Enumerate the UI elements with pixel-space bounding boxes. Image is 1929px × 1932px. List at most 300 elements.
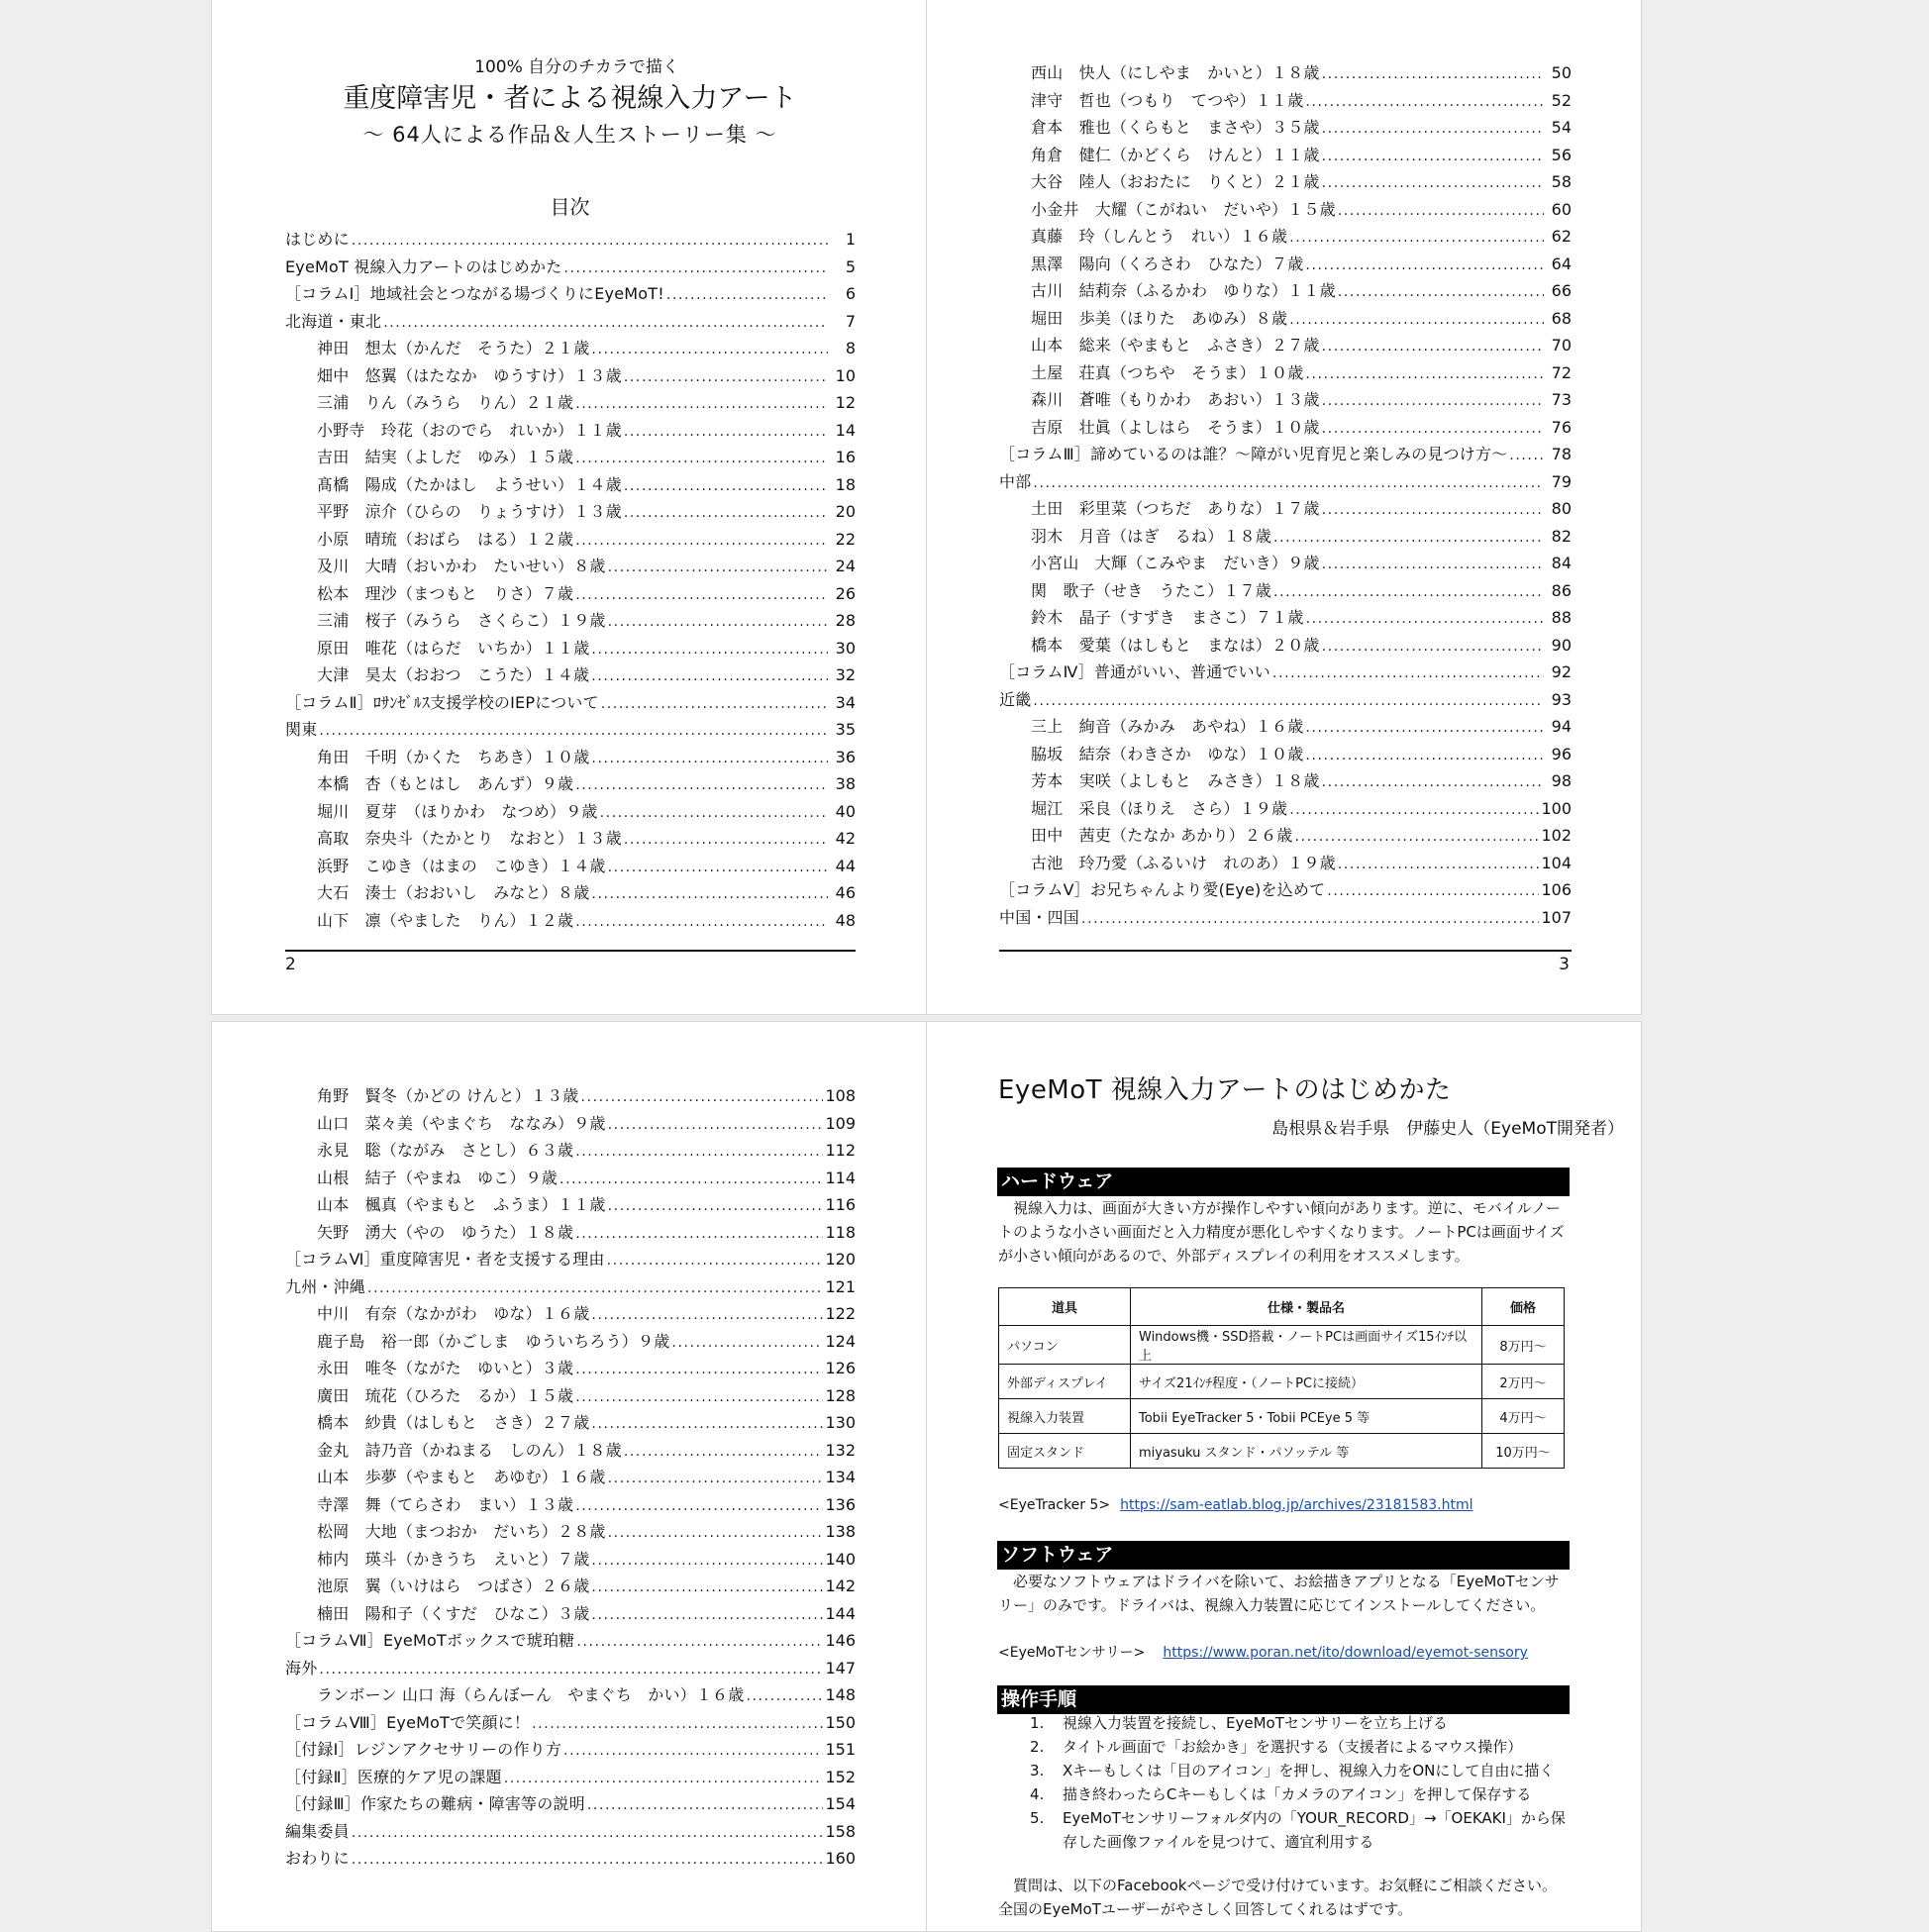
toc-entry-label: ［付録Ⅰ］レジンアクセサリーの作り方 — [285, 1740, 562, 1759]
toc-entry — [999, 441, 1572, 468]
toc-entry — [999, 795, 1572, 823]
toc-entry — [285, 635, 856, 662]
link-label: <EyeMoTセンサリー> — [998, 1645, 1146, 1661]
toc-leader-dots — [575, 772, 828, 800]
toc-entry-label: 編集委員 — [285, 1821, 350, 1841]
toc-entry-page: 66 — [1551, 281, 1572, 300]
toc-entry-label: おわりに — [285, 1849, 350, 1868]
toc-leader-dots — [746, 1683, 823, 1711]
toc-entry — [999, 414, 1572, 442]
toc-entry — [285, 825, 856, 853]
toc-leader-dots — [1322, 116, 1544, 144]
toc-leader-dots — [576, 1629, 823, 1657]
toc-entry-page: 128 — [825, 1385, 856, 1405]
toc-entry — [285, 879, 856, 907]
toc-entry — [999, 168, 1572, 196]
toc-entry-label: 西山 快人（にしやま かいと）１８歳 — [1031, 63, 1320, 82]
toc-entry — [285, 907, 856, 935]
toc-entry-page: 160 — [825, 1849, 856, 1868]
toc-entry-label: 大谷 陸人（おおたに りくと）２１歳 — [1031, 172, 1320, 191]
toc-entry-label: 角野 賢冬（かどの けんと）１３歳 — [317, 1086, 579, 1105]
toc-entry-page: 42 — [835, 829, 856, 848]
toc-leader-dots — [624, 827, 828, 855]
toc-entry-page: 132 — [825, 1440, 856, 1460]
toc-entry-label: 山根 結子（やまね ゆこ）９歳 — [317, 1168, 558, 1187]
toc-entry-label: ［コラムⅥ］重度障害児・者を支援する理由 — [285, 1250, 605, 1269]
toc-entry — [999, 713, 1572, 741]
section-heading-hardware: ハードウェア — [997, 1168, 1570, 1196]
toc-entry-page: 26 — [835, 583, 856, 603]
toc-entry-page: 158 — [825, 1821, 856, 1841]
book-subtitle: ～ 64人による作品＆人生ストーリー集 ～ — [362, 123, 777, 147]
toc-entry-page: 146 — [825, 1631, 856, 1650]
toc-list — [285, 1082, 856, 1873]
hardware-paragraph: 視線入力は、画面が大きい方が操作しやすい傾向があります。逆に、モバイルノートのような小さい画面だと入力精度が悪化しやすくなります。ノートPCは画面サイズが小さい傾向があるので、外部ディスプレイの利用をオススメします。 — [998, 1199, 1565, 1265]
toc-entry-label: 橋本 紗貴（はしもと さき）２７歳 — [317, 1413, 590, 1432]
toc-entry — [999, 767, 1572, 795]
toc-entry-label: 柿内 瑛斗（かきうち えいと）７歳 — [317, 1549, 590, 1569]
toc-leader-dots — [1305, 361, 1544, 389]
toc-entry — [285, 335, 856, 362]
toc-entry-page: 94 — [1551, 717, 1572, 736]
toc-entry-label: 永田 唯冬（ながた ゆいと）３歳 — [317, 1359, 574, 1377]
toc-entry-page: 82 — [1551, 526, 1572, 546]
procedure-steps — [1030, 1711, 1573, 1854]
toc-entry — [285, 1627, 856, 1655]
toc-entry-page: 148 — [825, 1685, 856, 1704]
toc-entry-label: 土田 彩里菜（つちだ ありな）１７歳 — [1031, 499, 1320, 518]
toc-entry-label: 松岡 大地（まつおか だいち）２８歳 — [317, 1522, 606, 1541]
toc-entry — [285, 661, 856, 689]
toc-entry — [285, 1491, 856, 1519]
toc-entry — [285, 1736, 856, 1764]
toc-entry-page: 86 — [1551, 580, 1572, 600]
toc-leader-dots — [575, 528, 828, 556]
toc-entry-label: 及川 大晴（おいかわ たいせい）８歳 — [317, 557, 606, 575]
toc-entry — [285, 254, 856, 281]
software-paragraph: 必要なソフトウェアはドライバを除いて、お絵描きアプリとなる「EyeMoTセンサリー」のみです。ドライバは、視線入力装置に応じてインストールしてください。 — [998, 1573, 1560, 1614]
toc-entry — [285, 716, 856, 744]
toc-entry — [285, 1328, 856, 1356]
toc-leader-dots — [1273, 525, 1544, 553]
toc-entry-page: 109 — [825, 1113, 856, 1133]
toc-entry-page: 142 — [825, 1576, 856, 1595]
toc-entry-page: 48 — [835, 910, 856, 930]
toc-entry — [999, 87, 1572, 115]
page-2 — [211, 0, 927, 1015]
toc-entry-page: 5 — [845, 256, 856, 276]
toc-entry-label: 山本 楓真（やまもと ふうま）１１歳 — [317, 1195, 606, 1214]
toc-entry-page: 50 — [1551, 63, 1572, 82]
toc-leader-dots — [532, 1711, 823, 1739]
toc-entry — [999, 850, 1572, 877]
toc-entry-label: EyeMoT 視線入力アートのはじめかた — [285, 256, 562, 276]
toc-entry-label: ［コラムⅢ］諦めているのは誰？～障がい児育児と楽しみの見つけ方～ — [999, 445, 1508, 463]
toc-entry-page: 126 — [825, 1359, 856, 1377]
toc-entry-label: 真藤 玲（しんとう れい）１６歳 — [1031, 227, 1288, 246]
toc-leader-dots — [563, 255, 828, 283]
toc-leader-dots — [1305, 89, 1544, 117]
toc-entry-page: 90 — [1551, 635, 1572, 655]
toc-leader-dots — [1305, 715, 1544, 743]
toc-entry — [285, 1818, 856, 1846]
toc-entry-page: 52 — [1551, 90, 1572, 110]
procedure-step — [1030, 1759, 1573, 1782]
toc-entry-page: 93 — [1551, 689, 1572, 709]
toc-entry — [285, 744, 856, 771]
cell-tool: 固定スタンド — [999, 1434, 1131, 1469]
table-header-spec: 仕様・製品名 — [1131, 1288, 1482, 1326]
step-number: 5. — [1030, 1809, 1045, 1827]
cell-tool: 外部ディスプレイ — [999, 1365, 1131, 1399]
toc-entry-label: ［コラムⅤ］お兄ちゃんより愛(Eye)を込めて — [999, 880, 1326, 899]
toc-entry-label: 黒澤 陽向（くろさわ ひなた）７歳 — [1031, 254, 1304, 273]
toc-entry-page: 6 — [845, 284, 856, 303]
step-text: 視線入力装置を接続し、EyeMoTセンサリーを立ち上げる — [1063, 1714, 1448, 1732]
toc-entry-page: 76 — [1551, 417, 1572, 437]
cell-spec: Windows機・SSD搭載・ノートPCは画面サイズ15ｲﾝﾁ以上 — [1131, 1326, 1482, 1365]
toc-entry — [999, 876, 1572, 904]
toc-entry-page: 56 — [1551, 145, 1572, 164]
toc-entry — [285, 526, 856, 554]
toc-entry — [999, 332, 1572, 359]
toc-entry-label: 寺澤 舞（てらさわ まい）１３歳 — [317, 1494, 574, 1514]
toc-entry — [285, 226, 856, 254]
toc-entry-label: 中国・四国 — [999, 907, 1080, 927]
toc-entry-label: 関 歌子（せき うたこ）１７歳 — [1031, 580, 1272, 600]
toc-entry-label: 北海道・東北 — [285, 311, 382, 331]
toc-entry-page: 36 — [835, 747, 856, 766]
toc-leader-dots — [581, 1084, 824, 1112]
toc-entry-page: 124 — [825, 1331, 856, 1351]
toc-entry-page: 20 — [835, 502, 856, 521]
toc-entry-label: 中川 有奈（なかがわ ゆな）１６歳 — [317, 1304, 590, 1323]
toc-entry-label: 永見 聡（ながみ さとし）６３歳 — [317, 1141, 574, 1160]
toc-entry-label: 角倉 健仁（かどくら けんと）１１歳 — [1031, 145, 1320, 164]
toc-entry-page: 34 — [835, 692, 856, 712]
toc-leader-dots — [1033, 688, 1544, 716]
toc-entry-label: 海外 — [285, 1658, 318, 1678]
toc-entry — [999, 59, 1572, 87]
toc-leader-dots — [1322, 334, 1544, 361]
toc-entry — [999, 468, 1572, 496]
toc-entry-label: 大石 湊士（おおいし みなと）８歳 — [317, 883, 590, 902]
toc-leader-dots — [671, 1330, 823, 1358]
cell-spec: Tobii EyeTracker 5・Tobii PCEye 5 等 — [1131, 1399, 1482, 1434]
toc-entry — [285, 1573, 856, 1600]
toc-entry-page: 18 — [835, 474, 856, 494]
page-number: 3 — [1559, 955, 1570, 974]
cell-spec: miyasuku スタンド・パソッテル 等 — [1131, 1434, 1482, 1469]
toc-entry — [285, 1191, 856, 1219]
table-row — [999, 1399, 1565, 1434]
toc-leader-dots — [666, 282, 828, 310]
cell-price: 8万円～ — [1482, 1326, 1565, 1365]
toc-entry — [285, 1165, 856, 1192]
toc-leader-dots — [1289, 797, 1539, 825]
toc-entry-label: 山本 歩夢（やまもと あゆむ）１６歳 — [317, 1468, 606, 1486]
toc-leader-dots — [608, 555, 828, 582]
toc-leader-dots — [352, 228, 828, 255]
toc-leader-dots — [575, 1139, 823, 1167]
table-row — [999, 1326, 1565, 1365]
toc-leader-dots — [319, 1657, 823, 1684]
toc-entry-page: 22 — [835, 529, 856, 549]
toc-leader-dots — [367, 1275, 823, 1303]
toc-entry — [285, 1845, 856, 1873]
toc-entry-label: 金丸 詩乃音（かねまる しのん）１８歳 — [317, 1440, 622, 1460]
toc-entry-page: 151 — [825, 1740, 856, 1759]
toc-entry-page: 73 — [1551, 390, 1572, 409]
toc-entry-page: 10 — [835, 365, 856, 385]
toc-entry-label: ［コラムⅧ］EyeMoTで笑顔に！ — [285, 1712, 531, 1732]
toc-entry-label: ［コラムⅣ］普通がいい、普通でいい — [999, 662, 1271, 681]
table-row — [999, 1365, 1565, 1399]
step-text: EyeMoTセンサリーフォルダ内の「YOUR_RECORD」→「OEKAKI」から保存した画像ファイルを見つけて、適宜利用する — [1063, 1809, 1566, 1851]
toc-leader-dots — [608, 1466, 824, 1493]
toc-entry-page: 62 — [1551, 227, 1572, 246]
toc-entry-page: 58 — [1551, 172, 1572, 191]
book-title: 重度障害児・者による視線入力アート — [343, 83, 797, 114]
toc-entry — [285, 1709, 856, 1737]
toc-leader-dots — [1338, 198, 1544, 226]
toc-entry — [999, 741, 1572, 768]
toc-entry — [999, 305, 1572, 333]
toc-entry-page: 144 — [825, 1603, 856, 1623]
toc-leader-dots — [563, 1738, 823, 1766]
toc-entry-label: 松本 理沙（まつもと りさ）７歳 — [317, 583, 574, 603]
toc-entry — [285, 444, 856, 471]
toc-leader-dots — [1322, 416, 1544, 444]
toc-leader-dots — [1295, 824, 1540, 852]
sensory-link[interactable]: https://www.poran.net/ito/download/eyemot-sensory — [1163, 1645, 1528, 1661]
toc-leader-dots — [608, 1112, 824, 1140]
toc-leader-dots — [1322, 144, 1544, 171]
toc-leader-dots — [383, 310, 828, 338]
toc-entry-page: 44 — [835, 856, 856, 875]
toc-entry-label: 鈴木 晶子（すずき まさこ）７１歳 — [1031, 608, 1304, 627]
toc-entry-page: 140 — [825, 1549, 856, 1569]
toc-entry-page: 1 — [845, 230, 856, 249]
cell-price: 2万円～ — [1482, 1365, 1565, 1399]
toc-entry-page: 35 — [835, 720, 856, 739]
table-header-tool: 道具 — [999, 1288, 1131, 1326]
toc-leader-dots — [591, 1411, 823, 1439]
toc-leader-dots — [607, 1248, 824, 1275]
procedure-step — [1030, 1711, 1573, 1735]
toc-entry — [999, 659, 1572, 686]
toc-entry — [285, 1790, 856, 1818]
toc-entry — [285, 607, 856, 635]
toc-entry — [285, 1518, 856, 1546]
toc-entry-label: 原田 唯花（はらだ いちか）１１歳 — [317, 638, 590, 658]
toc-entry-label: 吉田 結実（よしだ ゆみ）１５歳 — [317, 448, 574, 466]
toc-entry-label: 土屋 荘真（つちや そうま）１０歳 — [1031, 362, 1304, 382]
toc-entry — [285, 1300, 856, 1328]
toc-leader-dots — [1305, 743, 1544, 770]
toc-entry-page: 40 — [835, 801, 856, 821]
toc-entry — [285, 1681, 856, 1709]
toc-entry-page: 7 — [845, 311, 856, 331]
toc-entry-page: 60 — [1551, 199, 1572, 219]
toc-entry-label: 小宮山 大輝（こみやま だいき）９歳 — [1031, 554, 1320, 572]
cell-tool: 視線入力装置 — [999, 1399, 1131, 1434]
eyetracker-link[interactable]: https://sam-eatlab.blog.jp/archives/23181583.html — [1120, 1497, 1473, 1513]
toc-leader-dots — [575, 909, 828, 937]
toc-entry-page: 104 — [1541, 853, 1572, 872]
toc-entry-page: 154 — [825, 1794, 856, 1813]
toc-entry — [285, 471, 856, 499]
toc-leader-dots — [1081, 906, 1539, 934]
toc-entry-label: 神田 想太（かんだ そうた）２１歳 — [317, 339, 590, 357]
toc-entry-page: 120 — [825, 1250, 856, 1269]
toc-entry-page: 102 — [1541, 826, 1572, 845]
toc-leader-dots — [608, 1520, 824, 1548]
toc-entry-label: 矢野 湧大（やの ゆうた）１８歳 — [317, 1222, 574, 1242]
toc-entry-page: 64 — [1551, 254, 1572, 273]
toc-entry — [285, 1273, 856, 1301]
toc-leader-dots — [1509, 443, 1544, 470]
toc-entry — [999, 822, 1572, 850]
toc-entry-page: 88 — [1551, 608, 1572, 627]
toc-entry-label: 堀川 夏芽 （ほりかわ なつめ）９歳 — [317, 801, 598, 821]
toc-entry-page: 16 — [835, 448, 856, 466]
toc-leader-dots — [591, 1548, 823, 1576]
toc-leader-dots — [608, 609, 828, 637]
toc-entry — [285, 1355, 856, 1382]
cell-tool: パソコン — [999, 1326, 1131, 1365]
toc-entry — [285, 1082, 856, 1110]
toc-entry-label: ［コラムⅦ］EyeMoTボックスで琥珀糖 — [285, 1631, 575, 1650]
toc-entry-label: 大津 昊太（おおつ こうた）１４歳 — [317, 665, 590, 684]
toc-heading: 目次 — [550, 195, 590, 219]
book-title-block — [212, 54, 927, 152]
toc-entry-page: 108 — [825, 1086, 856, 1105]
toc-entry — [285, 689, 856, 717]
toc-entry — [999, 495, 1572, 523]
toc-leader-dots — [575, 1493, 823, 1521]
toc-leader-dots — [1305, 253, 1544, 280]
toc-entry-label: 芳本 実咲（よしもと みさき）１８歳 — [1031, 771, 1320, 790]
toc-leader-dots — [1322, 634, 1544, 661]
toc-entry-label: 山本 総来（やまもと ふさき）２７歳 — [1031, 336, 1320, 355]
toc-entry — [999, 359, 1572, 387]
toc-leader-dots — [624, 1439, 824, 1467]
toc-entry-page: 134 — [825, 1468, 856, 1486]
toc-entry-label: 中部 — [999, 471, 1032, 491]
toc-entry — [285, 1764, 856, 1791]
toc-leader-dots — [352, 1847, 824, 1875]
cell-spec: サイズ21ｲﾝﾁ程度・（ノートPCに接続） — [1131, 1365, 1482, 1399]
toc-entry-label: 森川 蒼唯（もりかわ あおい）１３歳 — [1031, 390, 1320, 409]
toc-entry-label: 羽木 月音（はぎ るね）１８歳 — [1031, 526, 1272, 546]
section-title: EyeMoT 視線入力アートのはじめかた — [998, 1075, 1452, 1105]
toc-entry — [285, 1600, 856, 1628]
toc-entry — [285, 1437, 856, 1465]
toc-leader-dots — [608, 855, 828, 882]
toc-entry-page: 24 — [835, 557, 856, 575]
cell-price: 10万円～ — [1482, 1434, 1565, 1469]
toc-entry — [999, 114, 1572, 142]
page-number: 2 — [285, 955, 296, 974]
toc-leader-dots — [591, 637, 828, 664]
toc-leader-dots — [1322, 388, 1544, 416]
toc-leader-dots — [559, 1167, 823, 1194]
toc-entry-label: 津守 哲也（つもり てつや）１１歳 — [1031, 90, 1304, 110]
toc-entry-label: 山口 菜々美（やまぐち ななみ）９歳 — [317, 1113, 606, 1133]
step-text: Xキーもしくは「目のアイコン」を押し、視線入力をONにして自由に描く — [1063, 1762, 1555, 1779]
toc-entry-label: 倉本 雅也（くらもと まさや）３５歳 — [1031, 118, 1320, 137]
toc-entry — [999, 904, 1572, 932]
toc-leader-dots — [504, 1766, 824, 1793]
toc-entry-page: 68 — [1551, 308, 1572, 328]
toc-entry-label: 平野 涼介（ひらの りょうすけ）１３歳 — [317, 502, 622, 521]
toc-entry-page: 32 — [835, 665, 856, 684]
toc-entry — [999, 251, 1572, 278]
toc-entry-label: 九州・沖縄 — [285, 1276, 366, 1296]
toc-entry-label: 堀江 采良（ほりえ さら）１９歳 — [1031, 798, 1288, 818]
step-number: 4. — [1030, 1785, 1045, 1803]
toc-entry-label: 小野寺 玲花（おのでら れいか）１１歳 — [317, 420, 622, 440]
toc-leader-dots — [600, 800, 828, 828]
toc-entry — [285, 1219, 856, 1247]
toc-entry-label: 廣田 琉花（ひろた るか）１５歳 — [317, 1385, 574, 1405]
toc-leader-dots — [1272, 661, 1544, 688]
toc-leader-dots — [1322, 552, 1544, 579]
step-text: タイトル画面で「お絵かき」を選択する（支援者によるマウス操作） — [1063, 1738, 1523, 1756]
toc-entry-label: 鹿子島 裕一郎（かごしま ゆういちろう）９歳 — [317, 1331, 670, 1351]
toc-entry-page: 114 — [825, 1168, 856, 1187]
toc-leader-dots — [575, 1357, 823, 1384]
link-label: <EyeTracker 5> — [998, 1497, 1111, 1513]
toc-leader-dots — [575, 1384, 823, 1412]
toc-entry-page: 100 — [1541, 798, 1572, 818]
toc-entry-page: 136 — [825, 1494, 856, 1514]
toc-entry-page: 8 — [845, 339, 856, 357]
step-number: 2. — [1030, 1738, 1045, 1756]
toc-list — [999, 59, 1572, 931]
step-number: 3. — [1030, 1762, 1045, 1779]
procedure-step — [1030, 1806, 1573, 1854]
toc-leader-dots — [575, 446, 828, 473]
toc-entry-page: 12 — [835, 393, 856, 412]
toc-entry-label: 小金井 大耀（こがねい だいや）１５歳 — [1031, 199, 1336, 219]
toc-entry-label: 田中 茜吏（たなか あかり）２６歳 — [1031, 826, 1293, 845]
toc-entry-page: 121 — [825, 1276, 856, 1296]
toc-entry — [285, 798, 856, 826]
toc-entry-page: 79 — [1551, 471, 1572, 491]
toc-entry-label: 橋本 愛葉（はしもと まなは）２０歳 — [1031, 635, 1320, 655]
toc-entry — [285, 853, 856, 880]
toc-leader-dots — [591, 663, 828, 691]
toc-entry — [285, 553, 856, 580]
toc-entry-label: 池原 翼（いけはら つばさ）２６歳 — [317, 1576, 590, 1595]
toc-entry — [285, 417, 856, 445]
toc-entry — [285, 770, 856, 798]
toc-entry — [285, 1137, 856, 1165]
toc-entry-page: 112 — [825, 1141, 856, 1160]
table-row — [999, 1434, 1565, 1469]
toc-leader-dots — [1322, 769, 1544, 797]
toc-leader-dots — [1327, 878, 1539, 906]
toc-entry-label: 吉原 壮眞（よしはら そうま）１０歳 — [1031, 417, 1320, 437]
toc-entry-page: 152 — [825, 1767, 856, 1786]
toc-entry-page: 122 — [825, 1304, 856, 1323]
toc-entry-page: 118 — [825, 1222, 856, 1242]
toc-leader-dots — [575, 391, 828, 419]
toc-entry-page: 107 — [1541, 907, 1572, 927]
toc-entry — [285, 1246, 856, 1273]
